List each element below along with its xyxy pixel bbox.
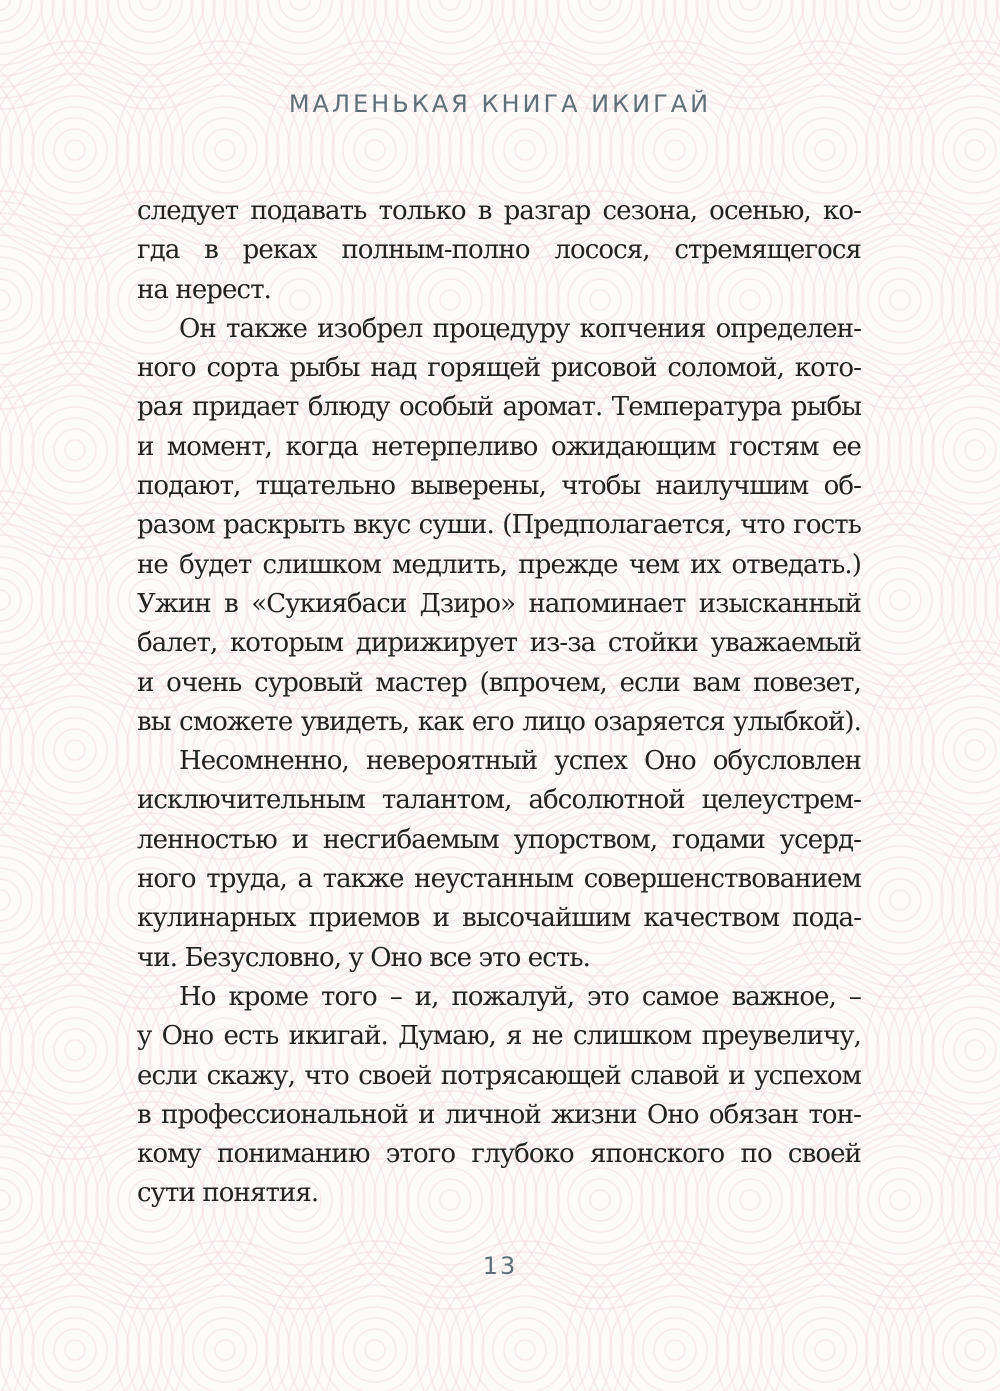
text-line: Но кроме того – и, пожалуй, это самое важное, – (179, 981, 861, 1012)
pattern-circle (718, 0, 782, 32)
pattern-circle (65, 140, 85, 160)
pattern-circle (0, 202, 98, 398)
pattern-circle (52, 0, 248, 98)
pattern-circle (943, 718, 1000, 782)
pattern-circle (954, 729, 996, 771)
paragraph-3 (137, 742, 861, 978)
pattern-circle (879, 279, 921, 321)
text-line: сути понятия. (137, 1178, 319, 1209)
text-line: ного сорта рыбы над горящей рисовой соломой, кото- (137, 353, 861, 384)
pattern-circle (857, 257, 943, 343)
pattern-circle (965, 140, 985, 160)
pattern-circle (290, 0, 310, 10)
text-line: и момент, когда нетерпеливо ожидающим гостям ее (137, 431, 861, 462)
pattern-circle (21, 996, 129, 1104)
pattern-circle (782, 107, 868, 193)
pattern-circle (515, 140, 535, 160)
pattern-circle (782, 1307, 868, 1391)
pattern-circle (65, 1040, 85, 1060)
pattern-circle (440, 0, 460, 10)
pattern-circle (0, 674, 1, 826)
pattern-circle (21, 696, 129, 804)
pattern-circle (654, 129, 696, 171)
pattern-circle (590, 0, 610, 10)
pattern-circle (352, 0, 548, 98)
pattern-circle (0, 246, 54, 354)
pattern-circle (888, 663, 1000, 837)
pattern-circle (890, 890, 910, 910)
pattern-circle (963, 813, 1000, 987)
pattern-circle (921, 696, 1000, 804)
pattern-circle (0, 1168, 32, 1232)
text-line: разом раскрыть вкус суши. (Предполагается, что гость (137, 510, 861, 541)
pattern-circle (502, 0, 698, 98)
pattern-circle (215, 140, 235, 160)
pattern-circle (160, 1285, 290, 1391)
pattern-circle (954, 1329, 996, 1371)
text-line: Несомненно, невероятный успех Оно обусловлен (179, 746, 861, 777)
pattern-circle (868, 268, 932, 332)
pattern-circle (54, 1029, 96, 1071)
pattern-circle (171, 1296, 279, 1391)
text-line: Ужин в «Сукиябаси Дзиро» напоминает изысканный (137, 588, 861, 619)
pattern-circle (215, 1340, 235, 1360)
pattern-circle (182, 1307, 268, 1391)
pattern-circle (0, 568, 32, 632)
pattern-circle (343, 118, 407, 182)
pattern-circle (804, 129, 846, 171)
pattern-circle (204, 129, 246, 171)
pattern-circle (632, 1307, 718, 1391)
pattern-circle (21, 396, 129, 504)
pattern-circle (740, 0, 760, 10)
pattern-circle (654, 1329, 696, 1371)
pattern-circle (365, 140, 385, 160)
pattern-circle (890, 590, 910, 610)
pattern-circle (921, 996, 1000, 1104)
pattern-circle (65, 740, 85, 760)
pattern-circle (365, 1340, 385, 1360)
paragraph-2 (137, 310, 861, 742)
text-line: гда в реках полным-полно лосося, стремящегося (137, 235, 861, 266)
body-text (137, 192, 861, 1214)
pattern-circle (696, 0, 804, 54)
pattern-circle (793, 1318, 857, 1382)
pattern-circle (888, 363, 1000, 537)
pattern-circle (857, 857, 943, 943)
pattern-circle (43, 1318, 107, 1382)
pattern-circle (504, 1329, 546, 1371)
pattern-circle (321, 1296, 429, 1391)
pattern-circle (846, 246, 954, 354)
pattern-circle (0, 0, 32, 32)
text-line: следует подавать только в разгар сезона, осенью, ко- (137, 196, 861, 226)
pattern-circle (857, 557, 943, 643)
pattern-circle (246, 0, 354, 54)
pattern-circle (332, 1307, 418, 1391)
pattern-circle (10, 1285, 140, 1391)
pattern-circle (0, 868, 32, 932)
pattern-circle (879, 879, 921, 921)
text-line: исключительным талантом, абсолютной целеустрем- (137, 785, 861, 816)
text-line: в профессиональной и личной жизни Оно обязан тон- (137, 1099, 861, 1130)
pattern-circle (354, 129, 396, 171)
pattern-circle (0, 546, 54, 654)
pattern-circle (32, 1007, 118, 1093)
pattern-circle (846, 846, 954, 954)
pattern-circle (0, 502, 98, 698)
pattern-circle (354, 1329, 396, 1371)
pattern-circle (310, 1285, 440, 1391)
pattern-circle (965, 740, 985, 760)
pattern-circle (182, 107, 268, 193)
pattern-circle (418, 0, 482, 32)
paragraph-4 (137, 978, 861, 1214)
pattern-circle (846, 0, 954, 54)
pattern-circle (846, 546, 954, 654)
text-line: рая придает блюду особый аромат. Температура рыбы (137, 392, 861, 423)
pattern-circle (0, 0, 43, 43)
pattern-circle (0, 0, 10, 10)
pattern-circle (0, 290, 10, 310)
pattern-circle (43, 418, 107, 482)
pattern-circle (802, 0, 998, 98)
pattern-circle (965, 1040, 985, 1060)
pattern-circle (965, 1340, 985, 1360)
text-line: чи. Безусловно, у Оно все это есть. (137, 942, 590, 973)
pattern-circle (879, 1179, 921, 1221)
pattern-circle (118, 0, 182, 32)
pattern-circle (193, 1318, 257, 1382)
pattern-circle (890, 1190, 910, 1210)
text-line: Он также изобрел процедуру копчения определен- (179, 313, 861, 344)
pattern-circle (32, 407, 118, 493)
pattern-circle (760, 1285, 890, 1391)
text-line: и очень суровый мастер (впрочем, если вам повезет, (137, 667, 861, 698)
text-line: у Оно есть икигай. Думаю, я не слишком преувеличу, (137, 1021, 861, 1052)
pattern-circle (665, 140, 685, 160)
pattern-circle (815, 140, 835, 160)
pattern-circle (954, 129, 996, 171)
pattern-circle (471, 1296, 579, 1391)
pattern-circle (868, 0, 932, 32)
pattern-circle (954, 429, 996, 471)
pattern-circle (54, 429, 96, 471)
pattern-circle (482, 1307, 568, 1391)
text-line: вы сможете увидеть, как его лицо озаряется улыбкой). (137, 706, 861, 737)
pattern-circle (0, 890, 10, 910)
page-number: 13 (482, 1252, 518, 1280)
pattern-circle (460, 1285, 590, 1391)
text-line: если скажу, что своей потрясающей славой и успехом (137, 1060, 861, 1091)
pattern-circle (65, 1340, 85, 1360)
pattern-circle (621, 1296, 729, 1391)
pattern-circle (32, 707, 118, 793)
pattern-circle (546, 0, 654, 54)
pattern-circle (965, 440, 985, 460)
text-line: на нерест. (137, 274, 272, 305)
pattern-circle (921, 396, 1000, 504)
pattern-circle (857, 1157, 943, 1243)
pattern-circle (504, 129, 546, 171)
text-line: ного труда, а также неустанным совершенствованием (137, 864, 861, 895)
pattern-circle (0, 1190, 10, 1210)
pattern-circle (943, 1318, 1000, 1382)
pattern-circle (268, 0, 332, 32)
pattern-circle (793, 118, 857, 182)
pattern-circle (396, 0, 504, 54)
pattern-circle (868, 868, 932, 932)
pattern-circle (954, 1029, 996, 1071)
pattern-circle (0, 374, 1, 526)
pattern-circle (771, 1296, 879, 1391)
pattern-circle (32, 1307, 118, 1391)
pattern-circle (493, 1318, 557, 1382)
pattern-circle (610, 1285, 740, 1391)
pattern-circle (804, 1329, 846, 1371)
pattern-circle (515, 1340, 535, 1360)
pattern-circle (332, 107, 418, 193)
pattern-circle (482, 107, 568, 193)
pattern-circle (0, 0, 21, 21)
pattern-circle (963, 213, 1000, 387)
pattern-circle (868, 568, 932, 632)
pattern-circle (43, 118, 107, 182)
text-line: ленностью и несгибаемым упорством, годами усерд- (137, 824, 861, 855)
pattern-circle (568, 0, 632, 32)
pattern-circle (943, 118, 1000, 182)
pattern-circle (43, 718, 107, 782)
pattern-circle (493, 118, 557, 182)
paragraph-1 (137, 192, 861, 310)
pattern-circle (54, 729, 96, 771)
pattern-circle (846, 1146, 954, 1254)
pattern-circle (643, 1318, 707, 1382)
pattern-circle (32, 107, 118, 193)
pattern-circle (665, 1340, 685, 1360)
pattern-circle (43, 1018, 107, 1082)
pattern-circle (0, 802, 98, 998)
pattern-circle (0, 1263, 162, 1391)
text-line: балет, которым дирижирует из-за стойки уважаемый (137, 628, 861, 659)
pattern-circle (815, 1340, 835, 1360)
pattern-circle (963, 513, 1000, 687)
running-header: МАЛЕНЬКАЯ КНИГА ИКИГАЙ (288, 90, 712, 118)
pattern-circle (96, 0, 204, 54)
pattern-circle (0, 974, 1, 1126)
pattern-circle (632, 107, 718, 193)
pattern-circle (890, 0, 910, 10)
pattern-circle (868, 1168, 932, 1232)
pattern-circle (65, 440, 85, 460)
pattern-circle (888, 963, 1000, 1137)
pattern-circle (21, 1296, 129, 1391)
text-line: кому пониманию этого глубоко японского по своей (137, 1139, 861, 1170)
text-line: подают, тщательно выверены, чтобы наилучшим об- (137, 471, 861, 502)
pattern-circle (140, 0, 160, 10)
pattern-circle (943, 418, 1000, 482)
pattern-circle (54, 1329, 96, 1371)
pattern-circle (0, 846, 54, 954)
pattern-circle (943, 1018, 1000, 1082)
pattern-circle (643, 118, 707, 182)
pattern-circle (652, 0, 848, 98)
pattern-circle (193, 118, 257, 182)
pattern-circle (890, 290, 910, 310)
pattern-circle (204, 1329, 246, 1371)
pattern-circle (54, 129, 96, 171)
pattern-circle (879, 579, 921, 621)
text-line: не будет слишком медлить, прежде чем их отведать.) (137, 549, 861, 580)
pattern-circle (202, 0, 398, 98)
text-line: кулинарных приемов и высочайшим качеством пода- (137, 903, 861, 934)
pattern-circle (0, 268, 32, 332)
pattern-circle (0, 1146, 54, 1254)
pattern-circle (343, 1318, 407, 1382)
pattern-circle (0, 590, 10, 610)
